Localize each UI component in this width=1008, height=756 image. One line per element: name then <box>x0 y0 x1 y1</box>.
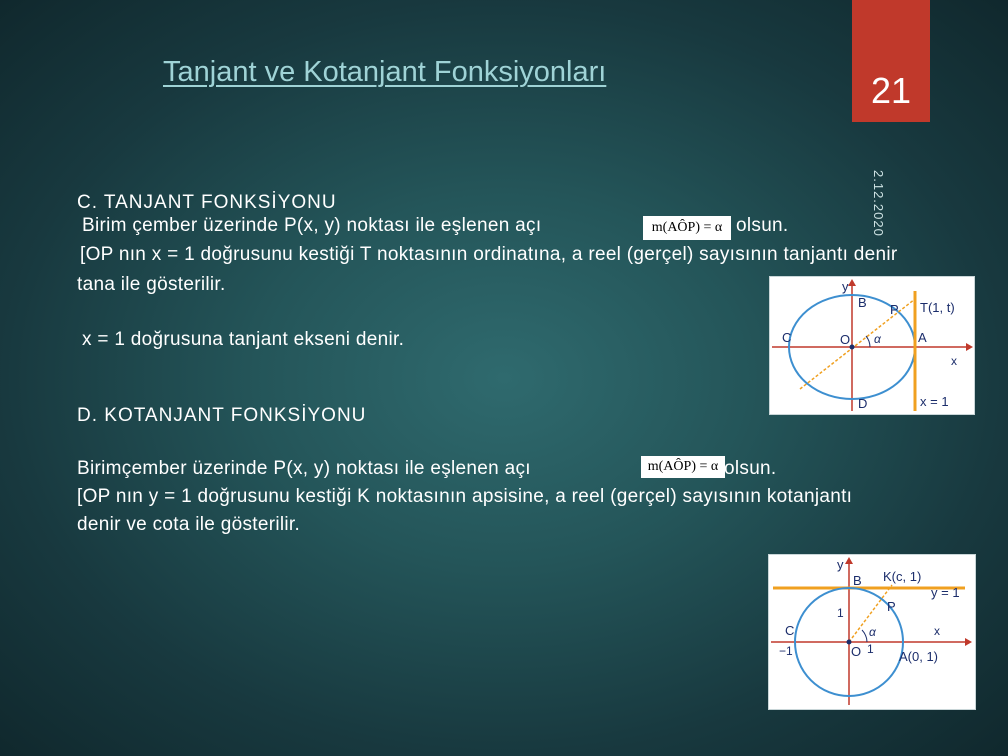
fig2-label-P: P <box>887 599 896 614</box>
section-c-line1: Birim çember üzerinde P(x, y) noktası ile eşlenen açı <box>82 215 542 236</box>
section-c-line3: tana ile gösterilir. <box>77 274 226 295</box>
fig1-label-A: A <box>918 330 927 345</box>
section-c-heading: C. TANJANT FONKSİYONU <box>77 192 337 213</box>
section-d-line2: [OP nın y = 1 doğrusunu kestiği K noktasının apsisine, a reel (gerçel) sayısının kotanjantı <box>77 486 853 507</box>
fig2-label-K: K(c, 1) <box>883 569 922 584</box>
fig2-label-one-x: 1 <box>867 642 874 656</box>
fig2-label-O: O <box>851 644 862 659</box>
section-c-line4: x = 1 doğrusuna tanjant ekseni denir. <box>82 329 405 350</box>
fig1-label-B: B <box>858 295 867 310</box>
section-d-line3: denir ve cota ile gösterilir. <box>77 514 301 535</box>
fig2-label-one-y: 1 <box>837 606 844 620</box>
fig1-label-O: O <box>840 332 851 347</box>
tangent-unit-circle-figure <box>769 276 975 415</box>
fig2-label-minus-one: −1 <box>779 644 793 658</box>
slide-number-badge <box>852 0 930 122</box>
fig2-label-C: C <box>785 623 795 638</box>
fig1-label-D: D <box>858 396 868 411</box>
fig2-label-alpha: α <box>869 625 876 639</box>
fig1-label-C: C <box>782 330 792 345</box>
cotangent-unit-circle-figure <box>768 554 976 710</box>
section-d-line1: Birimçember üzerinde P(x, y) noktası ile eşlenen açı <box>77 458 531 479</box>
fig1-label-y: y <box>842 279 849 294</box>
fig1-label-line: x = 1 <box>920 394 949 409</box>
section-c-line2: [OP nın x = 1 doğrusunu kestiği T noktasının ordinatına, a reel (gerçel) sayısının tanjantı denir <box>80 244 898 265</box>
fig2-label-A: A(0, 1) <box>899 649 939 664</box>
section-d-heading: D. KOTANJANT FONKSİYONU <box>77 405 367 426</box>
slide-date: 2.12.2020 <box>871 170 886 237</box>
section-c-line1-end: olsun. <box>736 215 789 236</box>
section-d-line1-end: olsun. <box>724 458 777 479</box>
fig2-label-line: y = 1 <box>931 585 960 600</box>
slide-number: 21 <box>870 70 912 111</box>
fig1-label-P: P <box>890 302 899 317</box>
fig1-label-alpha: α <box>874 332 881 346</box>
fig1-label-x: x <box>951 354 957 368</box>
fig2-label-x: x <box>934 624 940 638</box>
fig1-label-T: T(1, t) <box>920 300 955 315</box>
section-c-formula: m(AÔP) = α <box>643 216 731 240</box>
section-d-formula: m(AÔP) = α <box>641 456 725 478</box>
fig2-label-y: y <box>837 557 844 572</box>
slide-title: Tanjant ve Kotanjant Fonksiyonları <box>163 56 607 88</box>
fig2-label-B: B <box>853 573 862 588</box>
